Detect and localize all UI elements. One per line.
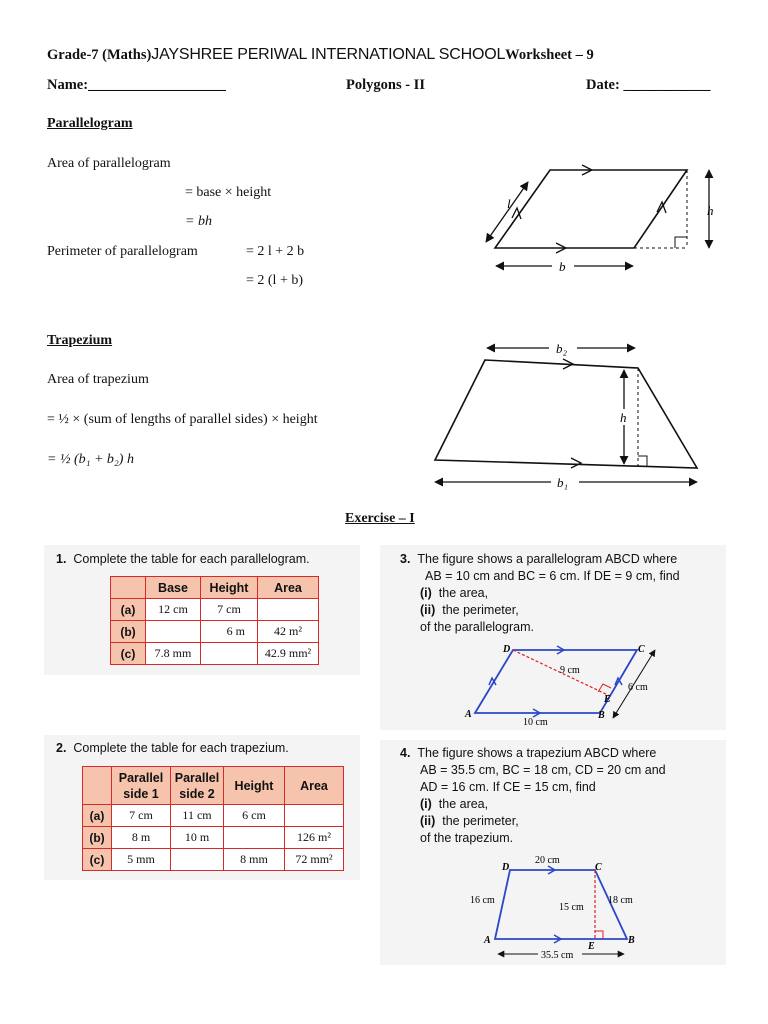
q2-cell: 5 mm bbox=[112, 849, 171, 871]
worksheet-header bbox=[47, 46, 594, 64]
q4-vertex-a: A bbox=[484, 935, 491, 946]
q3-item1-number: (i) bbox=[420, 586, 432, 600]
q1-cell: 7.8 mm bbox=[146, 643, 201, 665]
parallelogram-area-title: Area of parallelogram bbox=[47, 156, 171, 171]
trapezium-figure bbox=[425, 335, 710, 495]
table-row: (c) 7.8 mm 42.9 mm² bbox=[111, 643, 319, 665]
table-row: (a) 12 cm 7 cm bbox=[111, 599, 319, 621]
q3-vertex-c: C bbox=[638, 644, 645, 655]
q2-cell: 126 m² bbox=[285, 827, 344, 849]
q2-text: Complete the table for each trapezium. bbox=[73, 741, 289, 755]
q3-parallelogram bbox=[475, 650, 637, 713]
q2-cell: 8 mm bbox=[224, 849, 285, 871]
label-l: l bbox=[507, 196, 511, 211]
q3-item2: the perimeter, bbox=[442, 603, 519, 617]
parallelogram-heading: Parallelogram bbox=[47, 116, 133, 131]
trapezium-shape bbox=[435, 360, 697, 468]
parallelogram-area-step2: = bh bbox=[185, 214, 212, 229]
q4-dc-length: 20 cm bbox=[535, 855, 560, 866]
q4-vertex-d: D bbox=[502, 862, 510, 873]
q4-item2: the perimeter, bbox=[442, 814, 519, 828]
q1-header-height: Height bbox=[201, 577, 258, 599]
q1-header-base: Base bbox=[146, 577, 201, 599]
topic-title: Polygons - II bbox=[346, 77, 425, 93]
q4-vertex-c: C bbox=[595, 862, 602, 873]
q4-prompt bbox=[400, 745, 666, 847]
q2-header-area: Area bbox=[285, 767, 344, 805]
q3-line2: AB = 10 cm and BC = 6 cm. If DE = 9 cm, find bbox=[425, 569, 680, 583]
parallelogram-perimeter-step2: = 2 (l + b) bbox=[246, 273, 304, 288]
q2-cell: 72 mm² bbox=[285, 849, 344, 871]
q3-ab-length: 10 cm bbox=[523, 717, 548, 728]
q2-prompt bbox=[56, 740, 289, 757]
parallelogram-perimeter-step1: = 2 l + 2 b bbox=[246, 244, 305, 259]
q3-prompt bbox=[400, 551, 680, 636]
label-b: b bbox=[559, 259, 566, 274]
q1-answer-cell[interactable] bbox=[258, 599, 319, 621]
q3-vertex-d: D bbox=[503, 644, 511, 655]
trapezium-area-formula: = ½ × (sum of lengths of parallel sides) × height bbox=[47, 412, 318, 427]
table-row: (c) 5 mm 8 mm 72 mm² bbox=[83, 849, 344, 871]
q4-line3: AD = 16 cm. If CE = 15 cm, find bbox=[420, 780, 596, 794]
q4-ce-length: 15 cm bbox=[559, 902, 584, 913]
q2-cell: 11 cm bbox=[171, 805, 224, 827]
table-row: (a) 7 cm 11 cm 6 cm bbox=[83, 805, 344, 827]
q1-cell: 7 cm bbox=[201, 599, 258, 621]
parallelogram-perimeter-title: Perimeter of parallelogram bbox=[47, 244, 198, 259]
q1-cell: 42.9 mm² bbox=[258, 643, 319, 665]
trapezium-area-formula2: = ½ (b₁ + b₂) h bbox=[47, 452, 134, 467]
q2-cell: 8 m bbox=[112, 827, 171, 849]
q3-vertex-a: A bbox=[465, 709, 472, 720]
q2-answer-cell[interactable] bbox=[171, 849, 224, 871]
q4-ad-length: 16 cm bbox=[470, 895, 495, 906]
q1-cell: 42 m² bbox=[258, 621, 319, 643]
q3-de-length: 9 cm bbox=[560, 665, 580, 676]
school-name: JAYSHREE PERIWAL INTERNATIONAL SCHOOL bbox=[151, 46, 506, 63]
name-field: Name:___________________ bbox=[47, 77, 226, 93]
q4-line6: of the trapezium. bbox=[420, 831, 514, 845]
q3-line5: of the parallelogram. bbox=[420, 620, 534, 634]
q1-text: Complete the table for each parallelogram. bbox=[73, 552, 310, 566]
q1-cell: 12 cm bbox=[146, 599, 201, 621]
q2-cell: 7 cm bbox=[112, 805, 171, 827]
q2-header-side1: Parallel side 1 bbox=[112, 767, 171, 805]
q2-answer-cell[interactable] bbox=[224, 827, 285, 849]
q4-item2-number: (ii) bbox=[420, 814, 436, 828]
label-b1: b₁ bbox=[557, 475, 569, 490]
worksheet-number: Worksheet – 9 bbox=[505, 47, 594, 63]
grade-label: Grade-7 (Maths) bbox=[47, 47, 152, 63]
parallelogram-figure bbox=[470, 160, 730, 285]
table-row: (b) 8 m 10 m 126 m² bbox=[83, 827, 344, 849]
q3-figure bbox=[455, 640, 670, 728]
q4-line1: The figure shows a trapezium ABCD where bbox=[417, 746, 657, 760]
q2-answer-cell[interactable] bbox=[285, 805, 344, 827]
q4-vertex-b: B bbox=[628, 935, 635, 946]
label-h: h bbox=[707, 203, 714, 218]
parallelogram-area-step1: = base × height bbox=[185, 185, 272, 200]
q2-number: 2. bbox=[56, 741, 67, 755]
q2-cell: 10 m bbox=[171, 827, 224, 849]
q4-line2: AB = 35.5 cm, BC = 18 cm, CD = 20 cm and bbox=[420, 763, 666, 777]
q3-item2-number: (ii) bbox=[420, 603, 436, 617]
exercise-title: Exercise – I bbox=[345, 511, 415, 526]
q1-prompt bbox=[56, 551, 310, 568]
q3-number: 3. bbox=[400, 552, 411, 566]
label-b2: b₂ bbox=[556, 341, 568, 356]
date-field: Date: ____________ bbox=[586, 77, 711, 93]
q3-bc-length: 6 cm bbox=[628, 682, 648, 693]
q1-table bbox=[110, 576, 319, 665]
q4-vertex-e: E bbox=[588, 941, 595, 952]
trapezium-area-title: Area of trapezium bbox=[47, 372, 149, 387]
q4-figure bbox=[462, 850, 647, 962]
q4-ab-length: 35.5 cm bbox=[541, 950, 574, 961]
q2-header-side2: Parallel side 2 bbox=[171, 767, 224, 805]
q3-item1: the area, bbox=[438, 586, 489, 600]
q2-cell: 6 cm bbox=[224, 805, 285, 827]
q1-number: 1. bbox=[56, 552, 67, 566]
trapezium-heading: Trapezium bbox=[47, 333, 113, 348]
q4-item1-number: (i) bbox=[420, 797, 432, 811]
q4-item1: the area, bbox=[438, 797, 489, 811]
q1-header-area: Area bbox=[258, 577, 319, 599]
q1-answer-cell[interactable] bbox=[201, 643, 258, 665]
table-row: (b) 6 m 42 m² bbox=[111, 621, 319, 643]
q1-answer-cell[interactable] bbox=[146, 621, 201, 643]
q3-vertex-e: E bbox=[604, 694, 611, 705]
side-l-arrow bbox=[486, 182, 528, 242]
label-h: h bbox=[620, 410, 627, 425]
q2-header-height: Height bbox=[224, 767, 285, 805]
q2-table bbox=[82, 766, 344, 871]
q3-line1: The figure shows a parallelogram ABCD where bbox=[417, 552, 678, 566]
q4-number: 4. bbox=[400, 746, 411, 760]
q1-cell: 6 m bbox=[201, 621, 258, 643]
q4-bc-length: 18 cm bbox=[608, 895, 633, 906]
q3-vertex-b: B bbox=[598, 710, 605, 721]
